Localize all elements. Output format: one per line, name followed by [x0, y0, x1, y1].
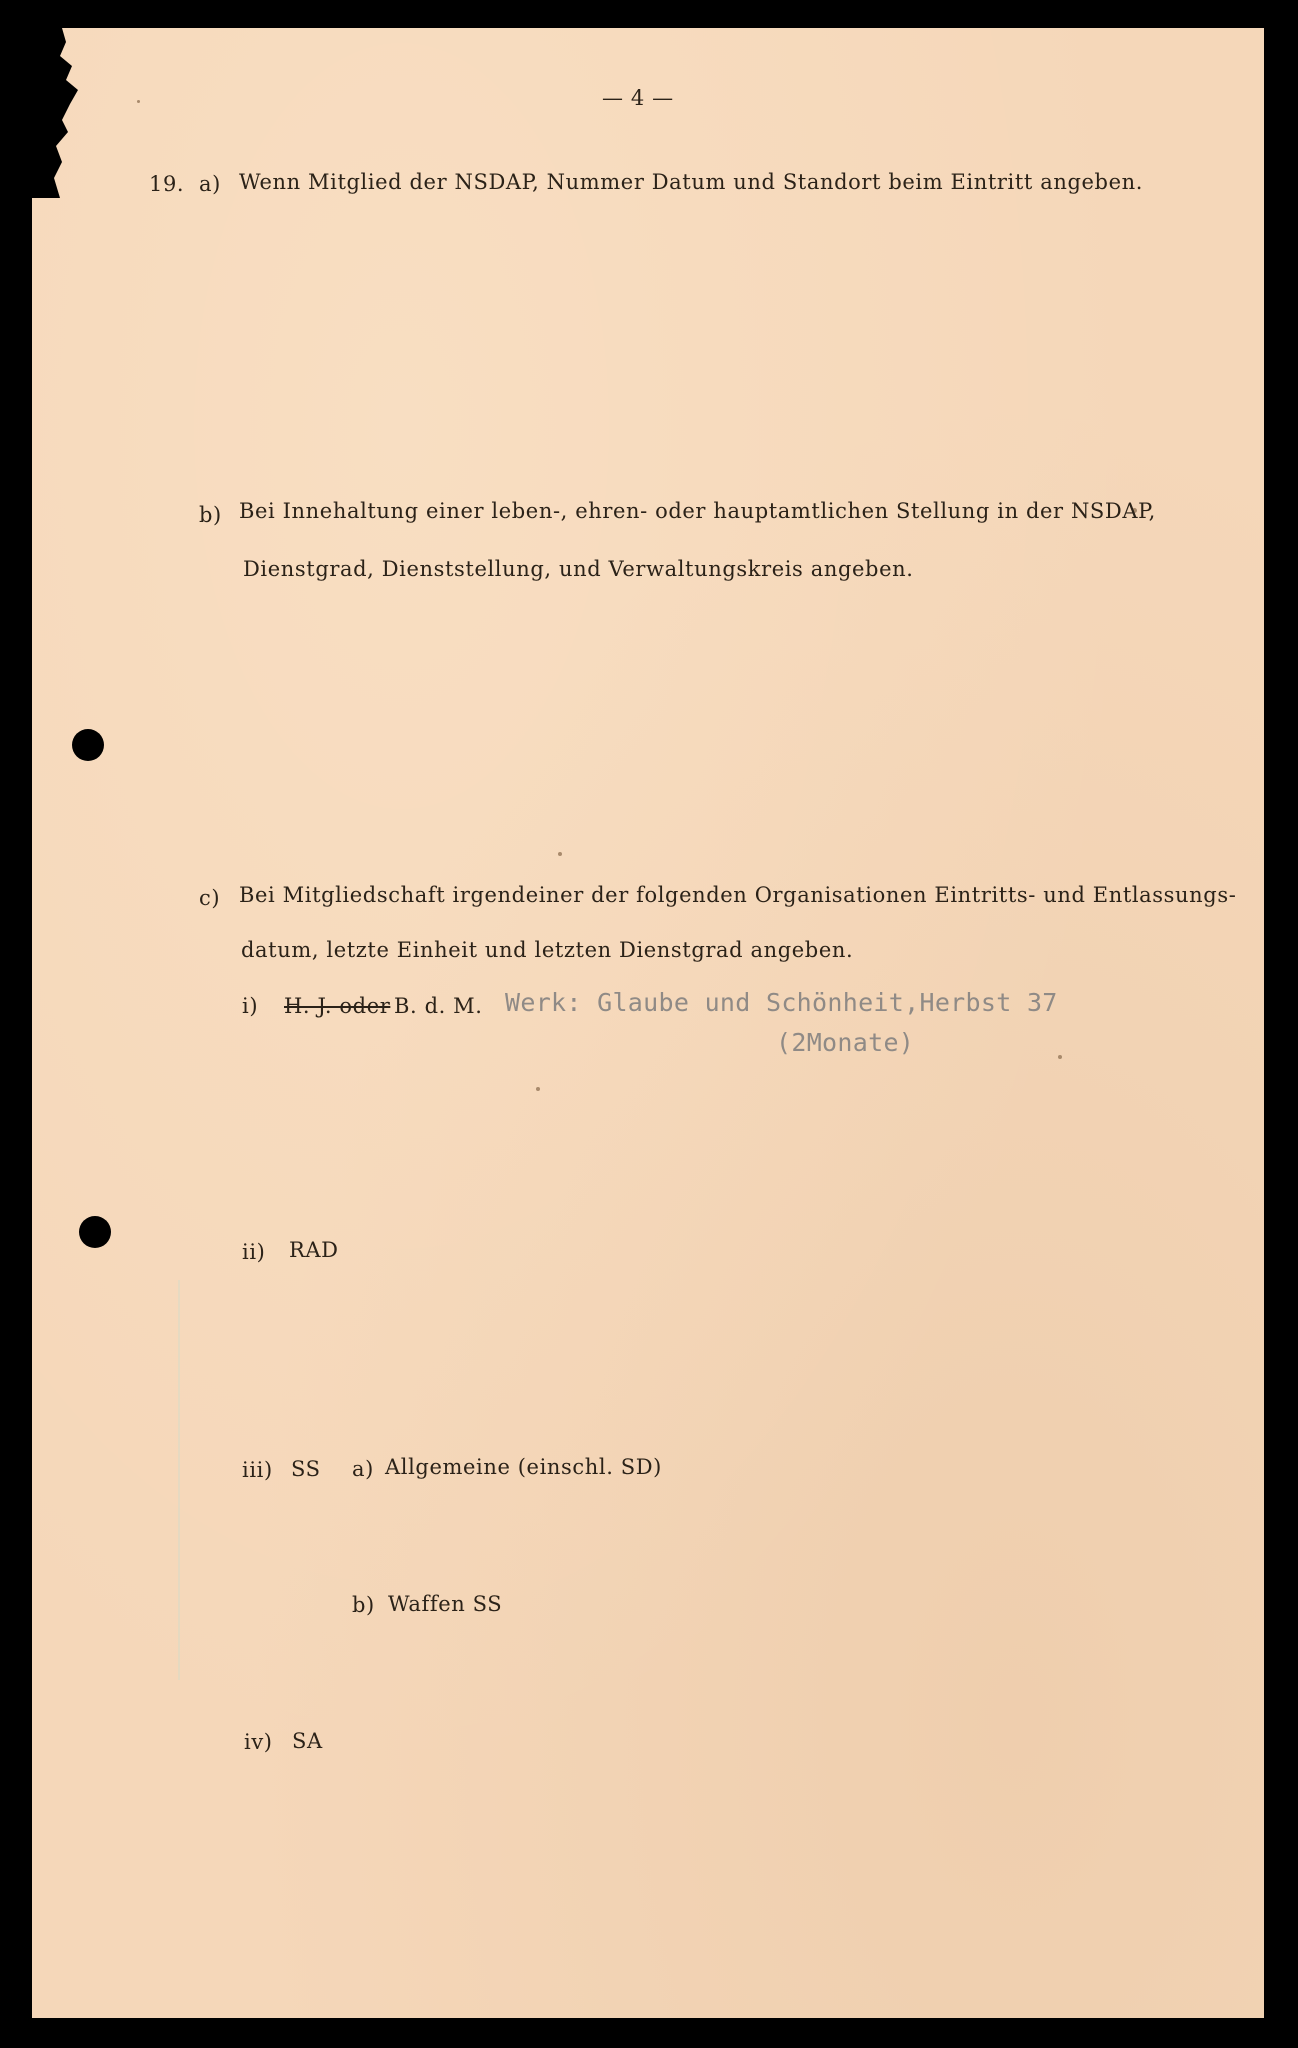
item-iv-label: SA [292, 1729, 323, 1753]
question-19b-line1: Bei Innehaltung einer leben-, ehren- oder hauptamtlichen Stellung in der NSDAP, [239, 499, 1156, 523]
item-iii-sub-a-label: Allgemeine (einschl. SD) [385, 1455, 662, 1479]
page-number: — 4 — [602, 86, 674, 110]
question-19c-line2: datum, letzte Einheit und letzten Dienstgrad angeben. [241, 938, 854, 962]
torn-corner [32, 28, 92, 198]
item-iii-marker: iii) [242, 1458, 273, 1482]
item-iii-sub-b-label: Waffen SS [388, 1592, 503, 1616]
item-i-struck-label: H. J. oder [284, 994, 391, 1018]
paper-speck [536, 1087, 540, 1091]
item-iii-sub-b-marker: b) [352, 1593, 375, 1617]
item-iv-marker: iv) [244, 1730, 273, 1754]
paper-speck [1058, 1055, 1062, 1059]
punch-hole-upper [72, 729, 104, 761]
question-19c-marker: c) [199, 886, 221, 910]
punch-hole-lower [79, 1216, 111, 1248]
question-19b-marker: b) [199, 503, 222, 527]
typed-answer-line2: (2Monate) [776, 1028, 915, 1057]
faint-margin-line [178, 1280, 180, 1680]
item-iii-sub-a-marker: a) [352, 1457, 374, 1481]
form-page [32, 28, 1264, 2018]
question-19b-line2: Dienstgrad, Dienststellung, und Verwaltungskreis angeben. [243, 557, 914, 581]
item-iii-label: SS [291, 1457, 321, 1481]
question-19a-text: Wenn Mitglied der NSDAP, Nummer Datum und Standort beim Eintritt angeben. [239, 170, 1144, 194]
item-ii-label: RAD [289, 1238, 339, 1262]
typed-answer-line1: Werk: Glaube und Schönheit,Herbst 37 [505, 988, 1058, 1017]
paper-speck [558, 852, 562, 856]
paper-speck [137, 100, 140, 103]
item-ii-marker: ii) [242, 1240, 266, 1264]
question-19c-line1: Bei Mitgliedschaft irgendeiner der folgenden Organisationen Eintritts- und Entlassungs- [239, 883, 1237, 907]
item-i-label: B. d. M. [394, 994, 483, 1018]
question-19a-marker: a) [199, 172, 221, 196]
question-number: 19. [149, 172, 185, 196]
item-i-marker: i) [242, 994, 259, 1018]
